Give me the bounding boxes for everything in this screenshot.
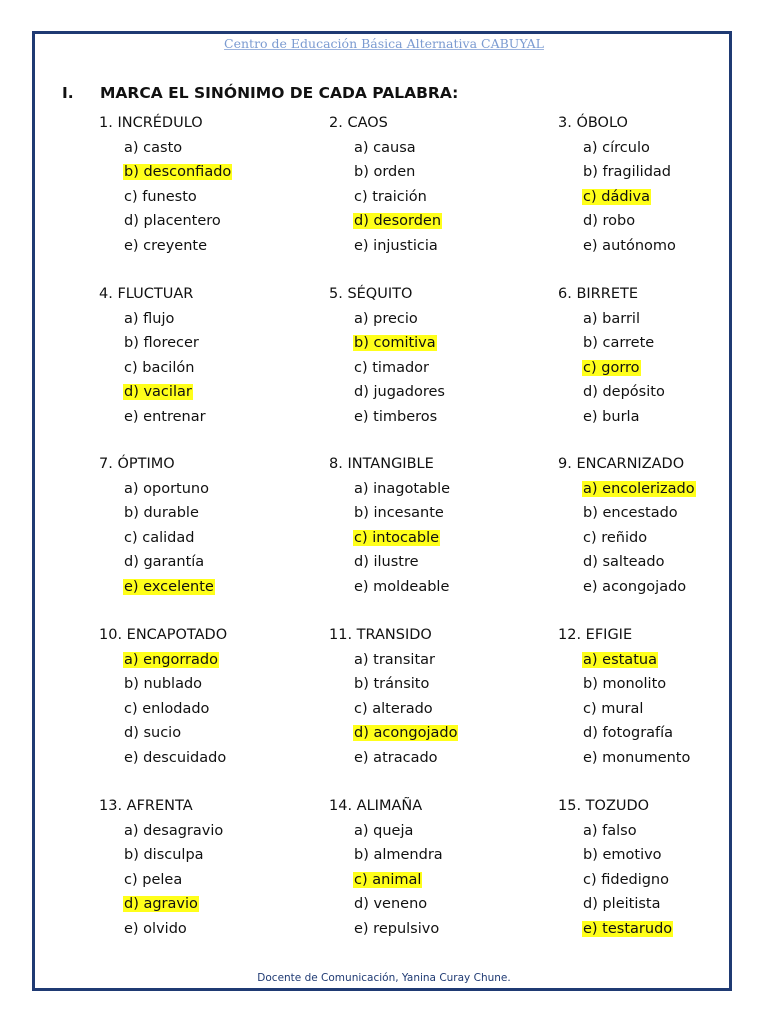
- option-text: b) tránsito: [354, 676, 430, 692]
- option-text: c) mural: [583, 700, 644, 717]
- option[interactable]: [123, 331, 207, 356]
- option-text: d) acongojado: [354, 725, 458, 741]
- option-answer[interactable]: [123, 575, 215, 600]
- option[interactable]: [353, 819, 444, 844]
- option-text: d) garantía: [124, 554, 205, 570]
- option[interactable]: [582, 209, 677, 234]
- option[interactable]: [582, 405, 666, 430]
- option[interactable]: [353, 356, 446, 381]
- option[interactable]: [353, 746, 458, 771]
- option[interactable]: [123, 550, 215, 575]
- option[interactable]: [123, 868, 224, 893]
- question-title: 15. TOZUDO: [558, 798, 650, 814]
- option-text: a) flujo: [124, 310, 175, 327]
- option[interactable]: [582, 672, 691, 697]
- option-text: d) ilustre: [354, 554, 419, 570]
- question-title: 7. ÓPTIMO: [99, 456, 175, 472]
- option[interactable]: [123, 746, 227, 771]
- options-list: [123, 477, 215, 600]
- question-2: [329, 111, 442, 258]
- question-title: 3. ÓBOLO: [558, 115, 628, 131]
- option[interactable]: [353, 185, 442, 210]
- option-text: a) círculo: [583, 139, 650, 156]
- option-text: b) desconfiado: [124, 164, 232, 180]
- option-text: c) pelea: [124, 871, 183, 888]
- option-text: d) desorden: [354, 213, 442, 229]
- option[interactable]: [123, 843, 224, 868]
- option-text: b) disculpa: [124, 847, 204, 863]
- question-6: [558, 282, 666, 429]
- option-answer[interactable]: [582, 185, 677, 210]
- option-answer[interactable]: [582, 648, 691, 673]
- option-text: c) funesto: [124, 188, 197, 205]
- options-list: [582, 136, 677, 259]
- option-text: e) descuidado: [124, 749, 227, 766]
- option-text: a) encolerizado: [583, 480, 695, 497]
- option[interactable]: [123, 501, 215, 526]
- option-text: d) robo: [583, 213, 636, 229]
- section-number: I.: [62, 84, 74, 102]
- options-list: [123, 136, 232, 259]
- option[interactable]: [582, 501, 696, 526]
- option-answer[interactable]: [353, 209, 442, 234]
- options-list: [353, 136, 442, 259]
- options-list: [123, 307, 207, 430]
- options-list: [582, 307, 666, 430]
- option-answer[interactable]: [582, 356, 666, 381]
- option-text: e) burla: [583, 408, 640, 425]
- question-11: [329, 623, 458, 770]
- option[interactable]: [582, 746, 691, 771]
- options-list: [353, 819, 444, 942]
- option[interactable]: [123, 917, 224, 942]
- options-list: [582, 648, 691, 771]
- option[interactable]: [353, 575, 451, 600]
- option-text: a) desagravio: [124, 822, 224, 839]
- option-answer[interactable]: [353, 721, 458, 746]
- question-14: [329, 794, 444, 941]
- option[interactable]: [123, 721, 227, 746]
- options-list: [582, 477, 696, 600]
- option[interactable]: [123, 234, 232, 259]
- question-10: [99, 623, 227, 770]
- option-text: d) vacilar: [124, 384, 192, 400]
- option-text: e) olvido: [124, 920, 187, 937]
- option[interactable]: [353, 550, 451, 575]
- option-text: a) transitar: [354, 651, 435, 668]
- option[interactable]: [582, 575, 696, 600]
- options-list: [353, 477, 451, 600]
- option-text: b) emotivo: [583, 847, 662, 863]
- option[interactable]: [353, 477, 451, 502]
- option-text: d) depósito: [583, 384, 665, 400]
- option-text: d) placentero: [124, 213, 221, 229]
- option-text: b) durable: [124, 505, 199, 521]
- option-text: b) nublado: [124, 676, 203, 692]
- option-text: e) moldeable: [354, 578, 450, 595]
- option[interactable]: [123, 307, 207, 332]
- options-list: [123, 648, 227, 771]
- option[interactable]: [582, 721, 691, 746]
- question-8: [329, 452, 451, 599]
- option-text: c) gorro: [583, 359, 640, 376]
- option-text: b) comitiva: [354, 335, 436, 351]
- question-5: [329, 282, 446, 429]
- option-text: e) timberos: [354, 408, 438, 425]
- option-answer[interactable]: [353, 526, 451, 551]
- option-answer[interactable]: [123, 648, 227, 673]
- option-text: a) oportuno: [124, 480, 209, 497]
- option-text: c) alterado: [354, 700, 433, 717]
- question-title: 14. ALIMAÑA: [329, 798, 423, 814]
- option[interactable]: [582, 819, 673, 844]
- option-text: c) enlodado: [124, 700, 210, 717]
- question-title: 11. TRANSIDO: [329, 627, 432, 643]
- option[interactable]: [582, 380, 666, 405]
- option-answer[interactable]: [123, 160, 232, 185]
- option-text: b) incesante: [354, 505, 444, 521]
- option-text: d) jugadores: [354, 384, 445, 400]
- question-3: [558, 111, 677, 258]
- question-title: 10. ENCAPOTADO: [99, 627, 228, 643]
- option[interactable]: [353, 843, 444, 868]
- option-text: c) intocable: [354, 529, 440, 546]
- option-text: e) autónomo: [583, 237, 676, 254]
- question-15: [558, 794, 673, 941]
- option-answer[interactable]: [123, 892, 224, 917]
- option-text: a) causa: [354, 139, 416, 156]
- option-text: c) reñido: [583, 529, 648, 546]
- options-list: [123, 819, 224, 942]
- option-text: b) orden: [354, 164, 416, 180]
- option[interactable]: [353, 307, 446, 332]
- question-title: 8. INTANGIBLE: [329, 456, 434, 472]
- options-list: [353, 307, 446, 430]
- option[interactable]: [123, 136, 232, 161]
- option-text: c) calidad: [124, 529, 195, 546]
- option[interactable]: [582, 892, 673, 917]
- option-answer[interactable]: [582, 917, 673, 942]
- question-4: [99, 282, 207, 429]
- option[interactable]: [353, 672, 458, 697]
- question-title: 4. FLUCTUAR: [99, 286, 194, 302]
- option-text: d) fotografía: [583, 725, 674, 741]
- option-answer[interactable]: [353, 331, 446, 356]
- option[interactable]: [582, 697, 691, 722]
- option[interactable]: [582, 843, 673, 868]
- option-text: b) fragilidad: [583, 164, 672, 180]
- option[interactable]: [582, 526, 696, 551]
- option-text: b) carrete: [583, 335, 655, 351]
- option-text: d) salteado: [583, 554, 665, 570]
- options-list: [582, 819, 673, 942]
- option[interactable]: [353, 160, 442, 185]
- question-title: 6. BIRRETE: [558, 286, 638, 302]
- teacher-footer: Docente de Comunicación, Yanina Curay Chune.: [257, 972, 511, 984]
- option[interactable]: [582, 550, 696, 575]
- option-text: e) testarudo: [583, 920, 673, 937]
- question-title: 13. AFRENTA: [99, 798, 193, 814]
- option-text: c) timador: [354, 359, 429, 376]
- option-answer[interactable]: [582, 477, 696, 502]
- option-text: b) monolito: [583, 676, 667, 692]
- option-text: a) casto: [124, 139, 183, 156]
- option[interactable]: [353, 405, 446, 430]
- question-13: [99, 794, 224, 941]
- option-text: b) almendra: [354, 847, 443, 863]
- option-text: e) excelente: [124, 578, 214, 595]
- option-text: e) entrenar: [124, 408, 206, 425]
- option-text: e) injusticia: [354, 237, 438, 254]
- question-title: 9. ENCARNIZADO: [558, 456, 685, 472]
- option[interactable]: [123, 356, 207, 381]
- option-text: e) creyente: [124, 237, 208, 254]
- options-list: [353, 648, 458, 771]
- option-text: e) atracado: [354, 749, 438, 766]
- question-1: [99, 111, 232, 258]
- option-text: a) engorrado: [124, 651, 218, 668]
- option[interactable]: [123, 526, 215, 551]
- option-text: a) falso: [583, 822, 637, 839]
- option[interactable]: [353, 648, 458, 673]
- question-9: [558, 452, 696, 599]
- option-text: a) inagotable: [354, 480, 451, 497]
- option[interactable]: [582, 234, 677, 259]
- question-12: [558, 623, 691, 770]
- option-text: e) monumento: [583, 749, 691, 766]
- option[interactable]: [582, 307, 666, 332]
- option[interactable]: [353, 234, 442, 259]
- option-text: d) veneno: [354, 896, 428, 912]
- option-text: a) barril: [583, 310, 640, 327]
- option-text: c) bacilón: [124, 359, 195, 376]
- option[interactable]: [353, 892, 444, 917]
- option[interactable]: [582, 868, 673, 893]
- option-answer[interactable]: [123, 380, 207, 405]
- option[interactable]: [123, 819, 224, 844]
- section-title: MARCA EL SINÓNIMO DE CADA PALABRA:: [100, 84, 459, 102]
- option[interactable]: [123, 405, 207, 430]
- option[interactable]: [123, 209, 232, 234]
- option[interactable]: [123, 672, 227, 697]
- option-text: a) estatua: [583, 651, 657, 668]
- option[interactable]: [582, 136, 677, 161]
- option-text: c) fidedigno: [583, 871, 669, 888]
- option[interactable]: [123, 477, 215, 502]
- option[interactable]: [353, 501, 451, 526]
- option-text: b) encestado: [583, 505, 678, 521]
- option-text: d) pleitista: [583, 896, 661, 912]
- option[interactable]: [582, 160, 677, 185]
- question-7: [99, 452, 215, 599]
- section-heading: [62, 84, 458, 102]
- option-text: e) acongojado: [583, 578, 687, 595]
- option-text: c) dádiva: [583, 188, 651, 205]
- option[interactable]: [123, 185, 232, 210]
- option[interactable]: [353, 917, 444, 942]
- question-title: 12. EFIGIE: [558, 627, 633, 643]
- school-header: Centro de Educación Básica Alternativa CABUYAL: [224, 36, 544, 51]
- option-text: b) florecer: [124, 335, 199, 351]
- option[interactable]: [582, 331, 666, 356]
- option-text: d) sucio: [124, 725, 182, 741]
- option-text: d) agravio: [124, 896, 198, 912]
- option[interactable]: [353, 380, 446, 405]
- option-text: c) traición: [354, 188, 427, 205]
- option-text: c) animal: [354, 871, 422, 888]
- question-title: 1. INCRÉDULO: [99, 115, 203, 131]
- option-text: a) precio: [354, 310, 418, 327]
- option-text: a) queja: [354, 822, 414, 839]
- option[interactable]: [123, 697, 227, 722]
- question-title: 5. SÉQUITO: [329, 286, 413, 302]
- question-title: 2. CAOS: [329, 115, 388, 131]
- option[interactable]: [353, 136, 442, 161]
- option-text: e) repulsivo: [354, 920, 440, 937]
- option-answer[interactable]: [353, 868, 444, 893]
- option[interactable]: [353, 697, 458, 722]
